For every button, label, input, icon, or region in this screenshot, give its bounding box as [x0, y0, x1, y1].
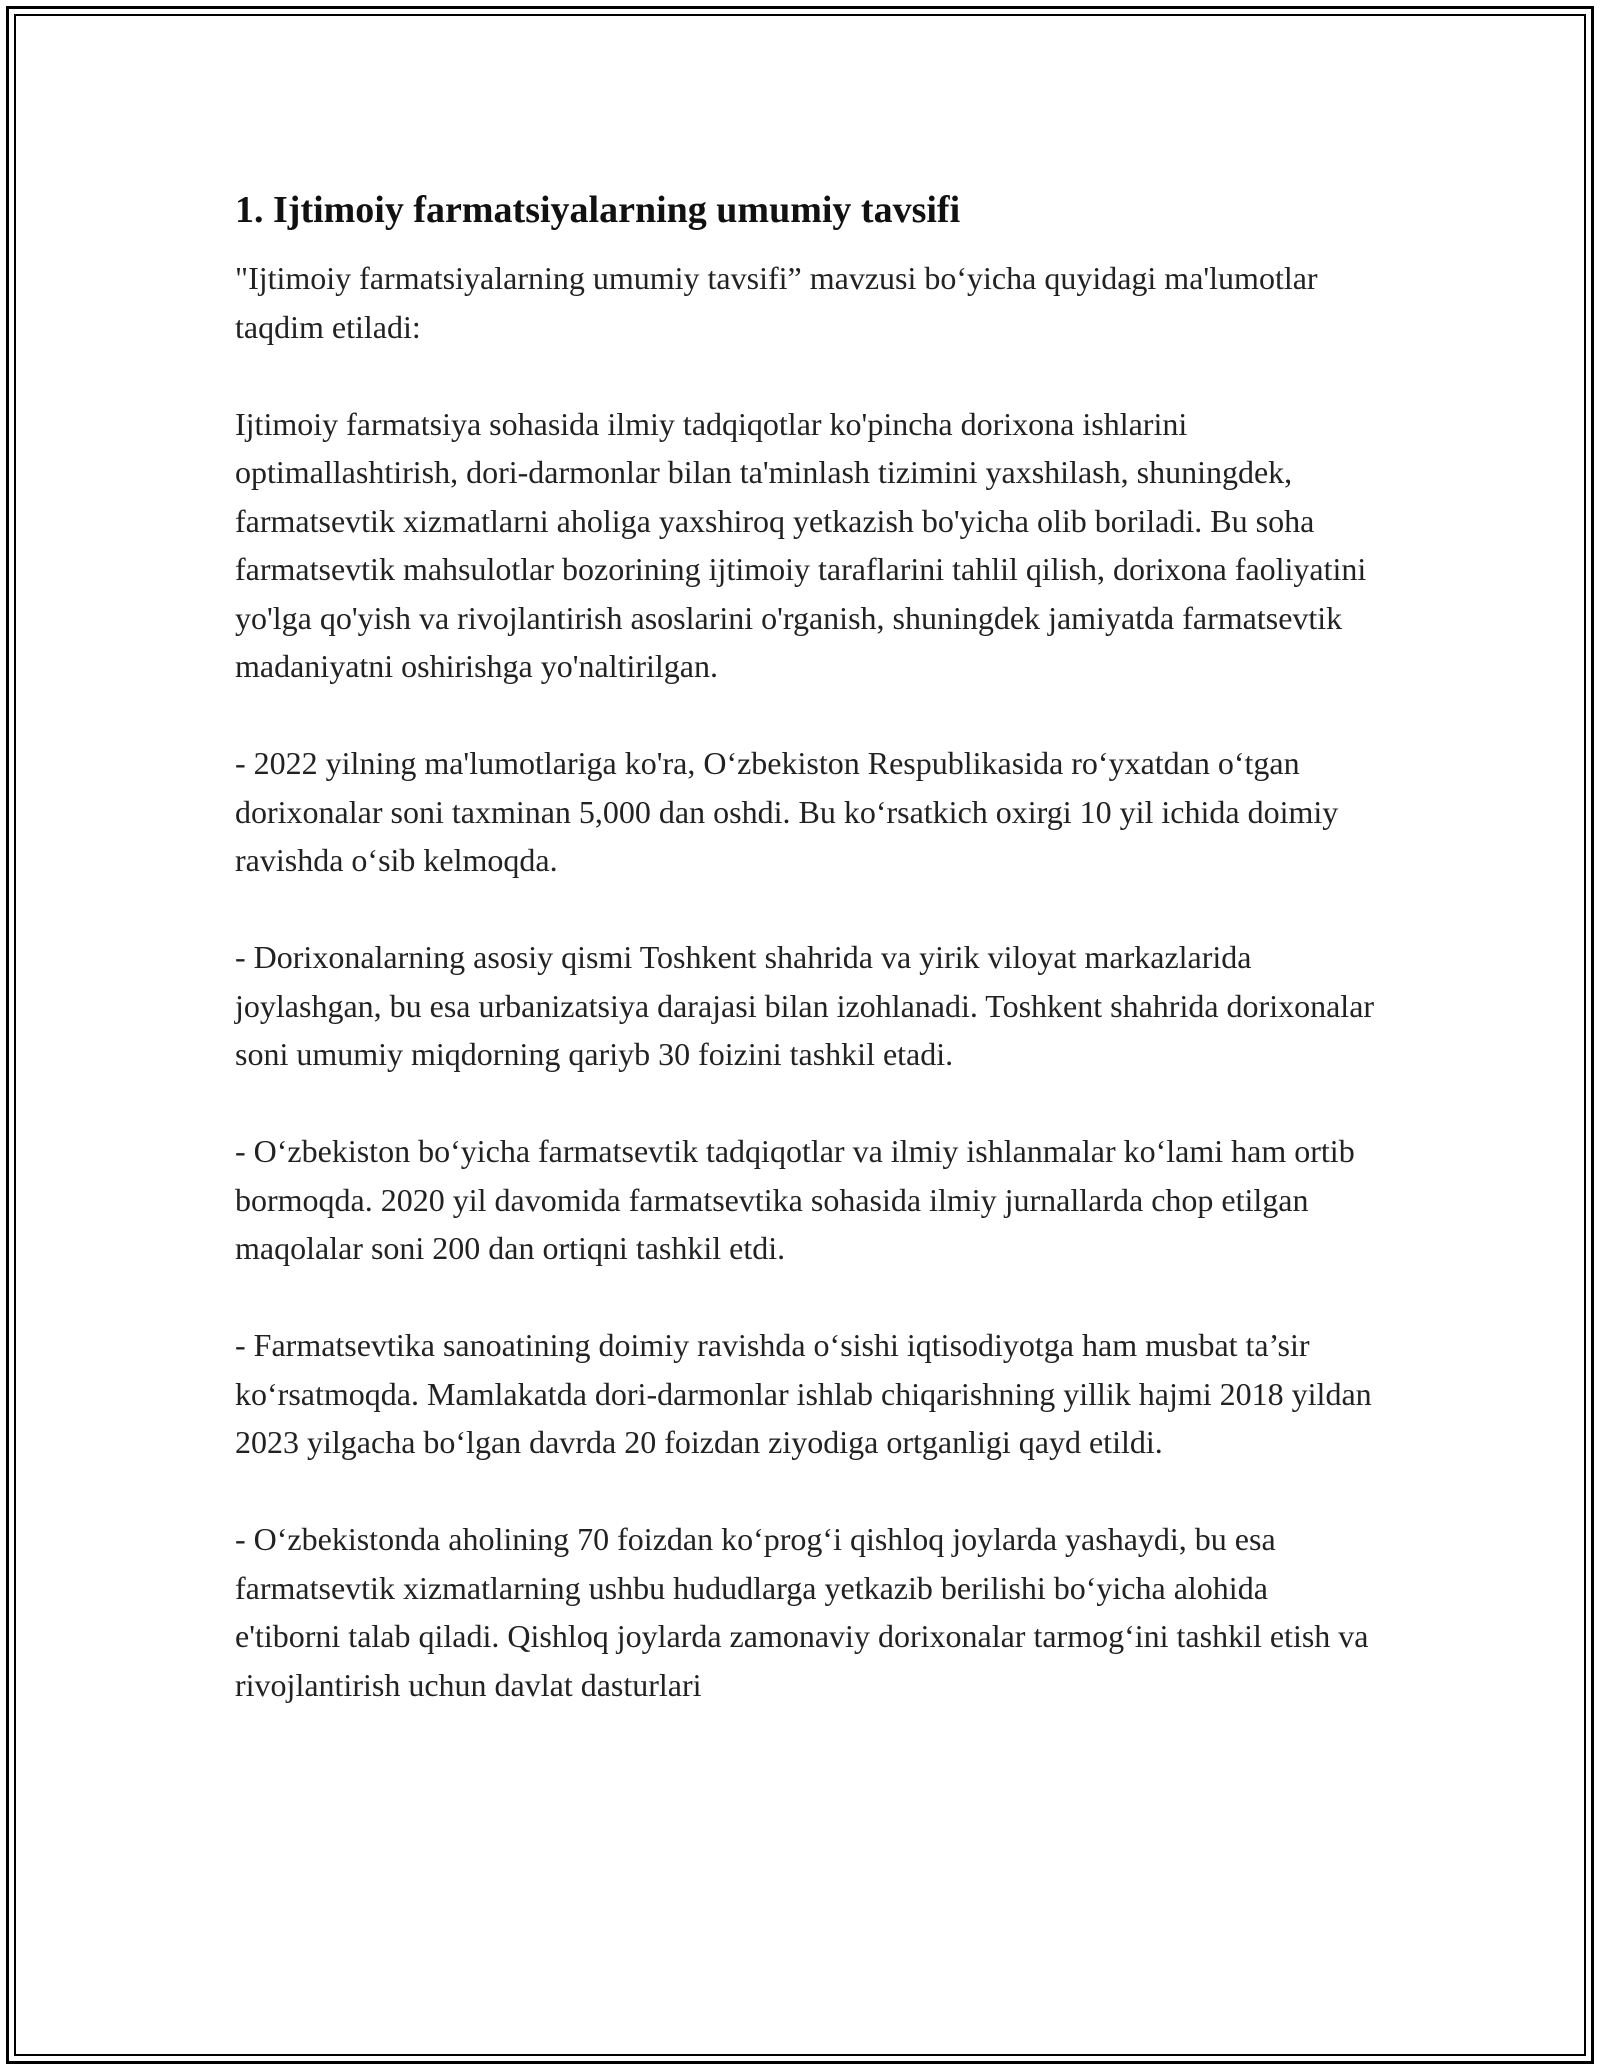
- intro-paragraph: "Ijtimoiy farmatsiyalarning umumiy tavsifi” mavzusi bo‘yicha quyidagi ma'lumotlar taqdim etiladi:: [235, 260, 1318, 345]
- bullet-rural-population: - O‘zbekistonda aholining 70 foizdan ko‘prog‘i qishloq joylarda yashaydi, bu esa farmatsevtik xizmatlarning ushbu hududlarga yetkazib berilishi bo‘yicha alohida e'tiborni talab qiladi. Qishloq joylarda zamonaviy dorixonalar tarmog‘ini tashkil etish va rivojlantirish uchun davlat dasturlari: [235, 1521, 1369, 1703]
- overview-paragraph: Ijtimoiy farmatsiya sohasida ilmiy tadqiqotlar ko'pincha dorixona ishlarini optimallashtirish, dori-darmonlar bilan ta'minlash tizimini yaxshilash, shuningdek, farmatsevtik xizmatlarni aholiga yaxshiroq yetkazish bo'yicha olib boriladi. Bu soha farmatsevtik mahsulotlar bozorining ijtimoiy taraflarini tahlil qilish, dorixona faoliyatini yo'lga qo'yish va rivojlantirish asoslarini o'rganish, shuningdek jamiyatda farmatsevtik madaniyatni oshirishga yo'naltirilgan.: [235, 405, 1367, 684]
- bullet-pharmacy-count: - 2022 yilning ma'lumotlariga ko'ra, O‘zbekiston Respublikasida ro‘yxatdan o‘tgan dorixonalar soni taxminan 5,000 dan oshdi. Bu ko‘rsatkich oxirgi 10 yil ichida doimiy ravishda o‘sib kelmoqda.: [235, 745, 1339, 878]
- document-body: [235, 186, 1375, 1758]
- section-heading: 1. Ijtimoiy farmatsiyalarning umumiy tavsifi: [235, 189, 961, 231]
- bullet-research: - O‘zbekiston bo‘yicha farmatsevtik tadqiqotlar va ilmiy ishlanmalar ko‘lami ham ortib bormoqda. 2020 yil davomida farmatsevtika sohasida ilmiy jurnallarda chop etilgan maqolalar soni 200 dan ortiqni tashkil etdi.: [235, 1133, 1355, 1266]
- bullet-pharmacy-location: - Dorixonalarning asosiy qismi Toshkent shahrida va yirik viloyat markazlarida joylashgan, bu esa urbanizatsiya darajasi bilan izohlanadi. Toshkent shahrida dorixonalar soni umumiy miqdorning qariyb 30 foizini tashkil etadi.: [235, 939, 1375, 1072]
- bullet-industry-growth: - Farmatsevtika sanoatining doimiy ravishda o‘sishi iqtisodiyotga ham musbat ta’sir ko‘rsatmoqda. Mamlakatda dori-darmonlar ishlab chiqarishning yillik hajmi 2018 yildan 2023 yilgacha bo‘lgan davrda 20 foizdan ziyodiga ortganligi qayd etildi.: [235, 1327, 1372, 1460]
